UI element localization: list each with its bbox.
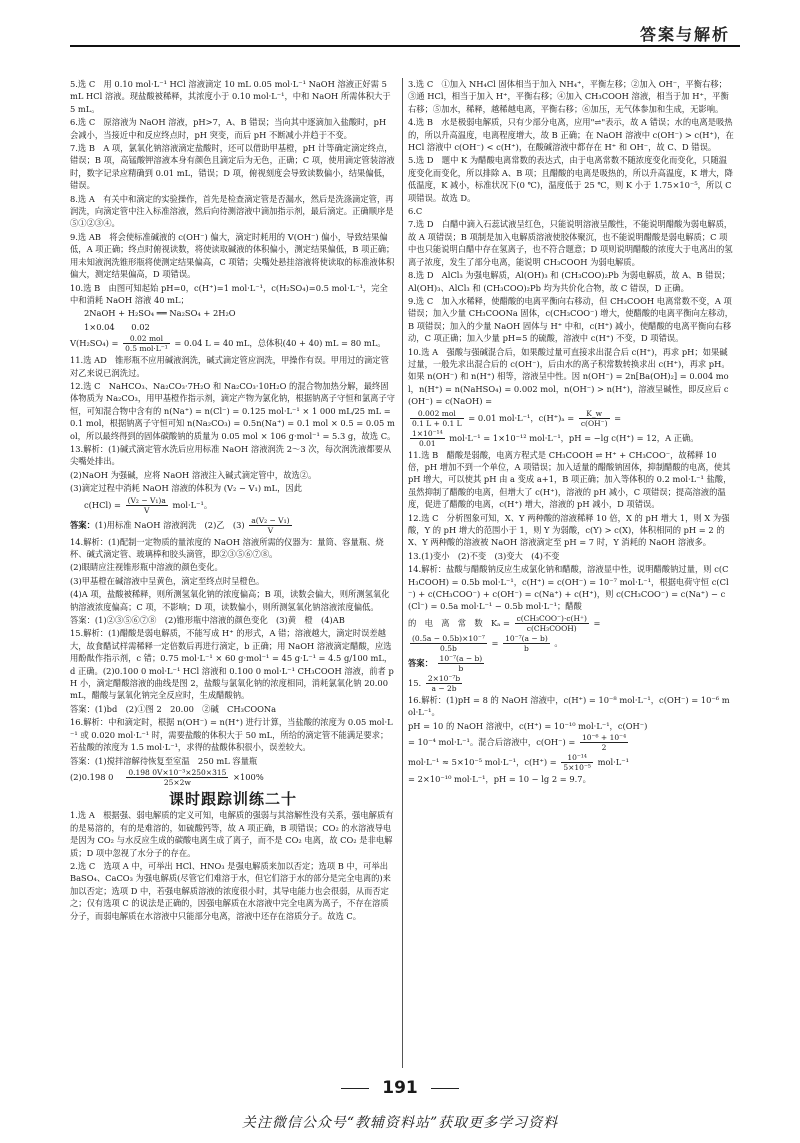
answer-item: 9.选 AB 将会使标准碱液的 c(OH⁻) 偏大，滴定时耗用的 V(OH⁻) 偏小，导致结果偏低，A 项正确；终点时俯视读数，将使读取碱液的体积偏小，测定结果偏低，B 项正确；用未知液润洗锥形瓶将使测定结果偏高，C 项错；尖嘴处悬挂溶液将使读取的标准液体积偏大，测定结果偏高，D 项错误。 [70, 231, 395, 280]
ph-equation: = 10⁻⁴ mol·L⁻¹。混合后溶液中，c(OH⁻) = $\frac{\text{10⁻⁶ + 10⁻⁴}}{2}$ [408, 733, 627, 753]
volume-equation: V(H₂SO₄) = $\frac{\text{0.02 mol}}{\text{0.5 mol·L⁻¹}}$ = 0.04 L = 40 mL，总体积(40 + 40) mL = 80 mL。 [70, 334, 386, 354]
column-divider [402, 78, 403, 1068]
ionization-constant-equation: $\frac{\text{(0.5a − 0.5b)×10⁻⁷}}{0.5b}$ = $\frac{\text{10⁻⁷(a − b)}}{b}$ 。 [412, 633, 563, 653]
fraction: $\frac{\text{(V₂ − V₁)a}}{V}$ [127, 495, 166, 515]
answer-line: 答案：(1)用标准 NaOH 溶液润洗 (2)乙 (3) $\frac{\text{a(V₂ − V₁)}}{V}$ [70, 515, 290, 535]
answer-item: (3)滴定过程中消耗 NaOH 溶液的体积为 (V₂ − V₁) mL，因此 [70, 483, 303, 494]
section-title: 课时跟踪训练二十 [168, 789, 297, 808]
answer-item: 6.C [408, 206, 423, 217]
fraction: $\frac{\text{c(CH₃COO⁻)·c(H⁺)}}{\text{c(CH₃COOH)}}$ [516, 613, 587, 633]
answer-item: 16.解析：(1)pH = 8 的 NaOH 溶液中，c(H⁺) = 10⁻⁸ mol·L⁻¹，c(OH⁻) = 10⁻⁶ mol·L⁻¹。 [408, 694, 730, 718]
answer-item: 4.选 B 水是极弱电解质，只有少部分电离，应用"⇌"表示，故 A 错误；水的电离是吸热的，所以升高温度，电离程度增大，故 B 正确；在 NaOH 溶液中 c(OH⁻) > c(H⁺)，在 HCl 溶液中 c(OH⁻) < c(H⁺)，在酸碱溶液中都存在 H⁺ 和 OH⁻，故 C、D 错误。 [408, 117, 734, 153]
ionization-constant-equation: 的 电 离 常 数 Kₐ = $\frac{\text{c(CH₃COO⁻)·c(H⁺)}}{\text{c(CH₃COOH)}}$ = [408, 613, 601, 633]
answer-line: 15. $\frac{\text{2×10⁻⁷b}}{a - 2b}$ [408, 673, 461, 693]
answer-item: (4)A 项，盐酸被稀释，则所测氢氧化钠的浓度偏高；B 项，读数会偏大，则所测氢氧化钠溶液浓度偏高；C 项，不影响；D 项，读数偏小，则所测氢氧化钠溶液浓度偏低。 [70, 589, 390, 612]
answer-item: (2)NaOH 为强碱，应将 NaOH 溶液注入碱式滴定管中，故选②。 [70, 469, 317, 480]
chemical-equation: 2NaOH + H₂SO₄ ══ Na₂SO₄ + 2H₂O [84, 308, 236, 319]
answer-item: 11.选 AD 锥形瓶不应用碱液润洗，碱式滴定管应润洗，甲操作有误。甲用过的滴定管对乙来说已润洗过。 [70, 355, 389, 378]
fraction: $\frac{\text{2×10⁻⁷b}}{a - 2b}$ [427, 673, 461, 693]
fraction: $\frac{\text{1×10⁻¹⁴}}{0.01}$ [412, 428, 443, 448]
header-rule [70, 45, 740, 47]
fraction: $\frac{\text{0.002 mol}}{0.1 L + 0.1 L}$ [412, 408, 462, 428]
left-column [70, 78, 396, 923]
page-number: 191 [382, 1078, 418, 1098]
ph-equation: mol·L⁻¹ ≈ 5×10⁻⁵ mol·L⁻¹，c(H⁺) = $\frac{\text{10⁻¹⁴}}{\text{5×10⁻⁵}}$ mol·L⁻¹ [408, 753, 629, 773]
fraction: $\frac{\text{10⁻¹⁴}}{\text{5×10⁻⁵}}$ [563, 753, 591, 773]
answer-item: 10.选 A 强酸与强碱混合后，如果酸过量可直接求出混合后 c(H⁺)，再求 pH；如果碱过量，一般先求出混合后的 c(OH⁻)，后由水的离子积常数转换求出 c(H⁺)，再求 pH。如果 n(OH⁻) 和 n(H⁺) 相等，溶液呈中性。因 n(OH⁻) = 2n[Ba(OH)₂] = 0.004 mol，n(H⁺) = n(NaHSO₄) = 0.002 mol，n(OH⁻) > n(H⁺)，溶液呈碱性，即反应后 c(OH⁻) = c(NaOH) = [408, 346, 730, 407]
page-number-area [0, 1078, 800, 1098]
answer-item: 14.解析：盐酸与醋酸钠反应生成氯化钠和醋酸，溶液显中性，说明醋酸钠过量，则 c(CH₃COOH) = 0.5b mol·L⁻¹，c(H⁺) = c(OH⁻) = 10⁻⁷ mol·L⁻¹，根据电荷守恒 c(Cl⁻) + c(CH₃COO⁻) + c(OH⁻) = c(Na⁺) + c(H⁺)，则 c(CH₃COO⁻) = c(Na⁺) − c(Cl⁻) = 0.5a mol·L⁻¹ − 0.5b mol·L⁻¹；醋酸 [408, 564, 729, 612]
right-column [408, 78, 734, 786]
answer-item: 1.选 A 根据强、弱电解质的定义可知，电解质的强弱与其溶解性没有关系，强电解质有的是易溶的，有的是难溶的，如硫酸钙等，故 A 项正确，B 项错误；CO₂ 的水溶液导电是因为 CO₂ 与水反应生成的碳酸电离生成了离子，而不是 CO₂ 电离，故 CO₂ 是非电解质；D 项中忽视了水分子的存在。 [70, 810, 394, 858]
fraction: $\frac{\text{a(V₂ − V₁)}}{V}$ [251, 515, 290, 535]
ph-equation: $\frac{\text{0.002 mol}}{0.1 L + 0.1 L}$ = 0.01 mol·L⁻¹，c(H⁺)ₐ = $\frac{K\_w}{c(OH^-)}$ = [412, 408, 622, 428]
answer-item: 7.选 B A 项，氯氧化钠溶液滴定盐酸时，还可以借助甲基橙，pH 计等确定滴定终点，错误；B 项，高锰酸钾溶液本身有颜色且滴定后为无色，正确；C 项，使用滴定管装溶液时，数字记录应精确到 0.01 mL，错误；D 项，俯视刻度会导致读数偏小，结果偏低，错误。 [70, 143, 395, 191]
answer-item: 14.解析：(1)配制一定物质的量浓度的 NaOH 溶液所需的仪器为：量筒、容量瓶、烧杯、碱式滴定管、玻璃棒和胶头滴管，即②③⑤⑥⑦⑧。 [70, 536, 384, 559]
answer-item: 9.选 C 加入水稀释，使醋酸的电离平衡向右移动，但 CH₃COOH 电离常数不变，A 项错误；加入少量 CH₃COONa 固体，c(CH₃COO⁻) 增大，使醋酸的电离平衡向左移动，B 项错误；加入的少量 NaOH 固体与 H⁺ 中和，c(H⁺) 减小，使醋酸的电离平衡向右移动，C 项正确；加入少量 pH=5 的硫酸，溶液中 c(H⁺) 不变，D 项错误。 [408, 295, 734, 344]
answer-item: pH = 10 的 NaOH 溶液中，c(H⁺) = 10⁻¹⁰ mol·L⁻¹，c(OH⁻) [408, 720, 648, 731]
answer-item: 13.(1)变小 (2)不变 (3)变大 (4)不变 [408, 550, 560, 561]
answer-item: 6.选 C 原溶液为 NaOH 溶液，pH>7，A、B 错误；当向其中逐滴加入盐酸时，pH 会减小，当接近中和反应终点时，pH 突变，而后 pH 不断减小并趋于不变。 [70, 117, 387, 140]
answer-line: 答案： $\frac{\text{10⁻⁷(a − b)}}{b}$ [408, 653, 483, 673]
answer-line: (2)0.198 0 $\frac{\text{0.198 0V×10⁻³×250×315}}{25\times 2w}$ ×100% [70, 767, 264, 787]
footer-note: 关注微信公众号“教辅资料站”获取更多学习资料 [241, 1115, 559, 1131]
answer-item: 8.选 A 有关中和滴定的实验操作，首先是检查滴定管是否漏水，然后是洗涤滴定管，再润洗，向滴定管中注入标准溶液，然后向待测溶液中滴加指示剂，最后滴定。正确顺序是⑤①②③④。 [70, 193, 394, 229]
answer-item: 13.解析：(1)碱式滴定管水洗后应用标准 NaOH 溶液润洗 2～3 次，每次润洗液都要从尖嘴处排出。 [70, 443, 392, 467]
fraction: $\frac{\text{10⁻⁷(a − b)}}{b}$ [439, 653, 483, 673]
answer-item: 答案：(1)②③⑤⑥⑦⑧ (2)锥形瓶中溶液的颜色变化 (3)黄 橙 (4)AB [70, 615, 345, 626]
answer-item: 10.选 B 由图可知起始 pH=0，c(H⁺)=1 mol·L⁻¹，c(H₂SO₄)=0.5 mol·L⁻¹，完全中和消耗 NaOH 溶液 40 mL； [70, 282, 388, 305]
answer-item: 7.选 D 白醋中滴入石蕊试液呈红色，只能说明溶液呈酸性，不能说明醋酸为弱电解质，故 A 项错误；B 项制是加入电解质溶液使胶体聚沉，也不能说明醋酸是弱电解质；C 项中也只能说明白醋中存在氢离子，也不符合题意；D 项则说明醋酸的浓度大于电离出的氢离子浓度，发生了部分电离，能说明 CH₃COOH 为弱电解质。 [408, 219, 733, 267]
answer-item: 8.选 D AlCl₃ 为强电解质，Al(OH)₃ 和 (CH₃COO)₂Pb 为弱电解质，故 A、B 错误；Al(OH)₃、AlCl₃ 和 (CH₃COO)₂Pb 均为共价化合物，故 C 错误，D 正确。 [408, 270, 731, 293]
answer-item: 5.选 C 用 0.10 mol·L⁻¹ HCl 溶液滴定 10 mL 0.05 mol·L⁻¹ NaOH 溶液正好需 5 mL HCl 溶液。现盐酸被稀释，其浓度小于 0.10 mol·L⁻¹，中和 NaOH 所需体积大于 5 mL。 [70, 79, 391, 114]
answer-item: 2.选 C 选项 A 中，可举出 HCl、HNO₃ 是强电解质来加以否定；选项 B 中，可举出 BaSO₄、CaCO₃ 为强电解质(尽管它们难溶于水，但它们溶于水的部分是完全电离的)来加以否定；选项 D 中，若强电解质溶液的浓度很小时，其导电能力也会很弱，从而否定之；仅有选项 C 的说法是正确的，因强电解质在水溶液中完全电离为离子，不存在溶质分子，而弱电解质在水溶液中只能部分电离，溶液中还存在溶质分子。故选 C。 [70, 860, 391, 921]
fraction: $\frac{\text{10⁻⁶ + 10⁻⁴}}{2}$ [582, 733, 627, 753]
fraction: $\frac{\text{0.02 mol}}{\text{0.5 mol·L⁻¹}}$ [125, 334, 168, 354]
ph-equation: = 2×10⁻¹⁰ mol·L⁻¹，pH = 10 − lg 2 = 9.7。 [408, 774, 591, 785]
answer-item: (3)甲基橙在碱溶液中呈黄色，滴定至终点时呈橙色。 [70, 575, 265, 586]
header-title: 答案与解析 [639, 25, 730, 44]
answer-item: 答案：(1)搅拌溶解待恢复至室温 250 mL 容量瓶 [70, 755, 258, 766]
answer-item: 5.选 D 题中 K 为醋酸电离常数的表达式，由于电离常数不随浓度变化而变化，只随温度变化而变化，所以排除 A、B 项；且醋酸的电离是吸热的，所以升高温度，K 增大，降低温度，K 减小，标准状况下(0 ℃)，温度低于 25 ℃，则 K 小于 1.75×10⁻⁵，所以 C 项错误。故选 D。 [408, 155, 733, 203]
answer-item: 15.解析：(1)醋酸是弱电解质，不能写成 H⁺ 的形式，A 错；溶液越大，滴定时误差越大，故食醋试样需稀释一定倍数后再进行滴定，b 正确；用 NaOH 溶液滴定醋酸，应选用酚酞作指示剂，c 错；0.75 mol·L⁻¹ × 60 g·mol⁻¹ = 45 g·L⁻¹ = 4.5 g/100 mL，d 正确。(2)0.100 0 mol·L⁻¹ HCl 溶液和 0.100 0 mol·L⁻¹ CH₃COOH 溶液，前者 pH 小，滴定醋酸溶液的曲线是图 2，盐酸与氯氧化钠的浓度相同，消耗氯氧化钠 20.00 mL，醋酸与氯氧化钠完全反应时，生成醋酸钠。 [70, 628, 394, 701]
answer-item: 3.选 C ①加入 NH₄Cl 固体相当于加入 NH₄⁺，平衡左移；②加入 OH⁻，平衡右移；③通 HCl，相当于加入 H⁺，平衡右移；④加入 CH₃COOH 溶液，相当于加 H⁺，平衡右移；⑤加水，稀释，越稀越电离，平衡右移；⑥加压，无气体参加和生成，无影响。 [408, 79, 729, 114]
answer-item: 答案：(1)bd (2)①图 2 20.00 ②碱 CH₃COONa [70, 703, 277, 714]
ph-equation: $\frac{\text{1×10⁻¹⁴}}{0.01}$ mol·L⁻¹ = 1×10⁻¹² mol·L⁻¹，pH = −lg c(H⁺) = 12，A 正确。 [412, 428, 699, 448]
page-dash-right [431, 1088, 459, 1089]
concentration-equation: c(HCl) = $\frac{\text{(V₂ − V₁)a}}{V}$ mol·L⁻¹。 [84, 495, 213, 515]
fraction: $\frac{\text{0.198 0V×10⁻³×250×315}}{25\times 2w}$ [128, 767, 227, 787]
answer-item: 11.选 B 醋酸是弱酸，电离方程式是 CH₃COOH ⇌ H⁺ + CH₃COO⁻，故稀释 10 倍，pH 增加不到一个单位，A 项错误；加入适量的醋酸钠固体，抑制醋酸的电离，使其 pH 增大，可以使其 pH 由 a 变成 a+1，B 项正确；加入等体积的 0.2 mol·L⁻¹ 盐酸，虽然抑制了醋酸的电离，但增大了 c(H⁺)，溶液的 pH 减小，C 项错误；提高溶液的温度，促进了醋酸的电离，c(H⁺) 增大，溶液的 pH 减小，D 项错误。 [408, 449, 732, 510]
answer-item: 12.选 C 分析图象可知，X、Y 两种酸的溶液稀释 10 倍，X 的 pH 增大 1，则 X 为强酸，Y 的 pH 增大的范围小于 1，则 Y 为弱酸，c(Y) > c(X)，体积相同的 pH = 2 的 X、Y 两种酸的溶液被 NaOH 溶液滴定至 pH = 7 时，Y 消耗的 NaOH 溶液多。 [408, 512, 730, 548]
page-header [0, 0, 800, 50]
fraction: $\frac{K\_w}{c(OH^-)}$ [580, 408, 608, 428]
equation-coefficients: 1×0.04 0.02 [84, 321, 150, 332]
answer-item: 16.解析：中和滴定时，根据 n(OH⁻) = n(H⁺) 进行计算，当盐酸的浓度为 0.05 mol·L⁻¹ 或 0.020 mol·L⁻¹ 时，需要盐酸的体积大于 50 mL，所给的滴定管不能满足要求；若盐酸的浓度为 1.5 mol·L⁻¹，求得的盐酸体积很小，误差较大。 [70, 717, 393, 753]
answer-item: 12.选 C NaHCO₃、Na₂CO₃·7H₂O 和 Na₂CO₃·10H₂O 的混合物加热分解，最终固体物质为 Na₂CO₃，用甲基橙作指示剂，滴定产物为氯化钠，根据钠离子守恒和氯离子守恒，可知混合物中含有的 n(Na⁺) = n(Cl⁻) = 0.125 mol·L⁻¹ × 1 000 mL/25 mL = 0.1 mol，根据钠离子守恒可知 n(Na₂CO₃) = 0.5n(Na⁺) = 0.1 mol × 0.5 = 0.05 mol，所以最终得到的固体碳酸钠的质量为 0.05 mol × 106 g·mol⁻¹ = 5.3 g，故选 C。 [70, 380, 396, 441]
fraction: $\frac{\text{10⁻⁷(a − b)}}{b}$ [505, 633, 548, 653]
page-dash-left [341, 1088, 369, 1089]
answer-item: (2)眼睛应注视锥形瓶中溶液的颜色变化。 [70, 562, 223, 573]
fraction: $\frac{\text{(0.5a − 0.5b)×10⁻⁷}}{0.5b}$ [412, 633, 485, 653]
